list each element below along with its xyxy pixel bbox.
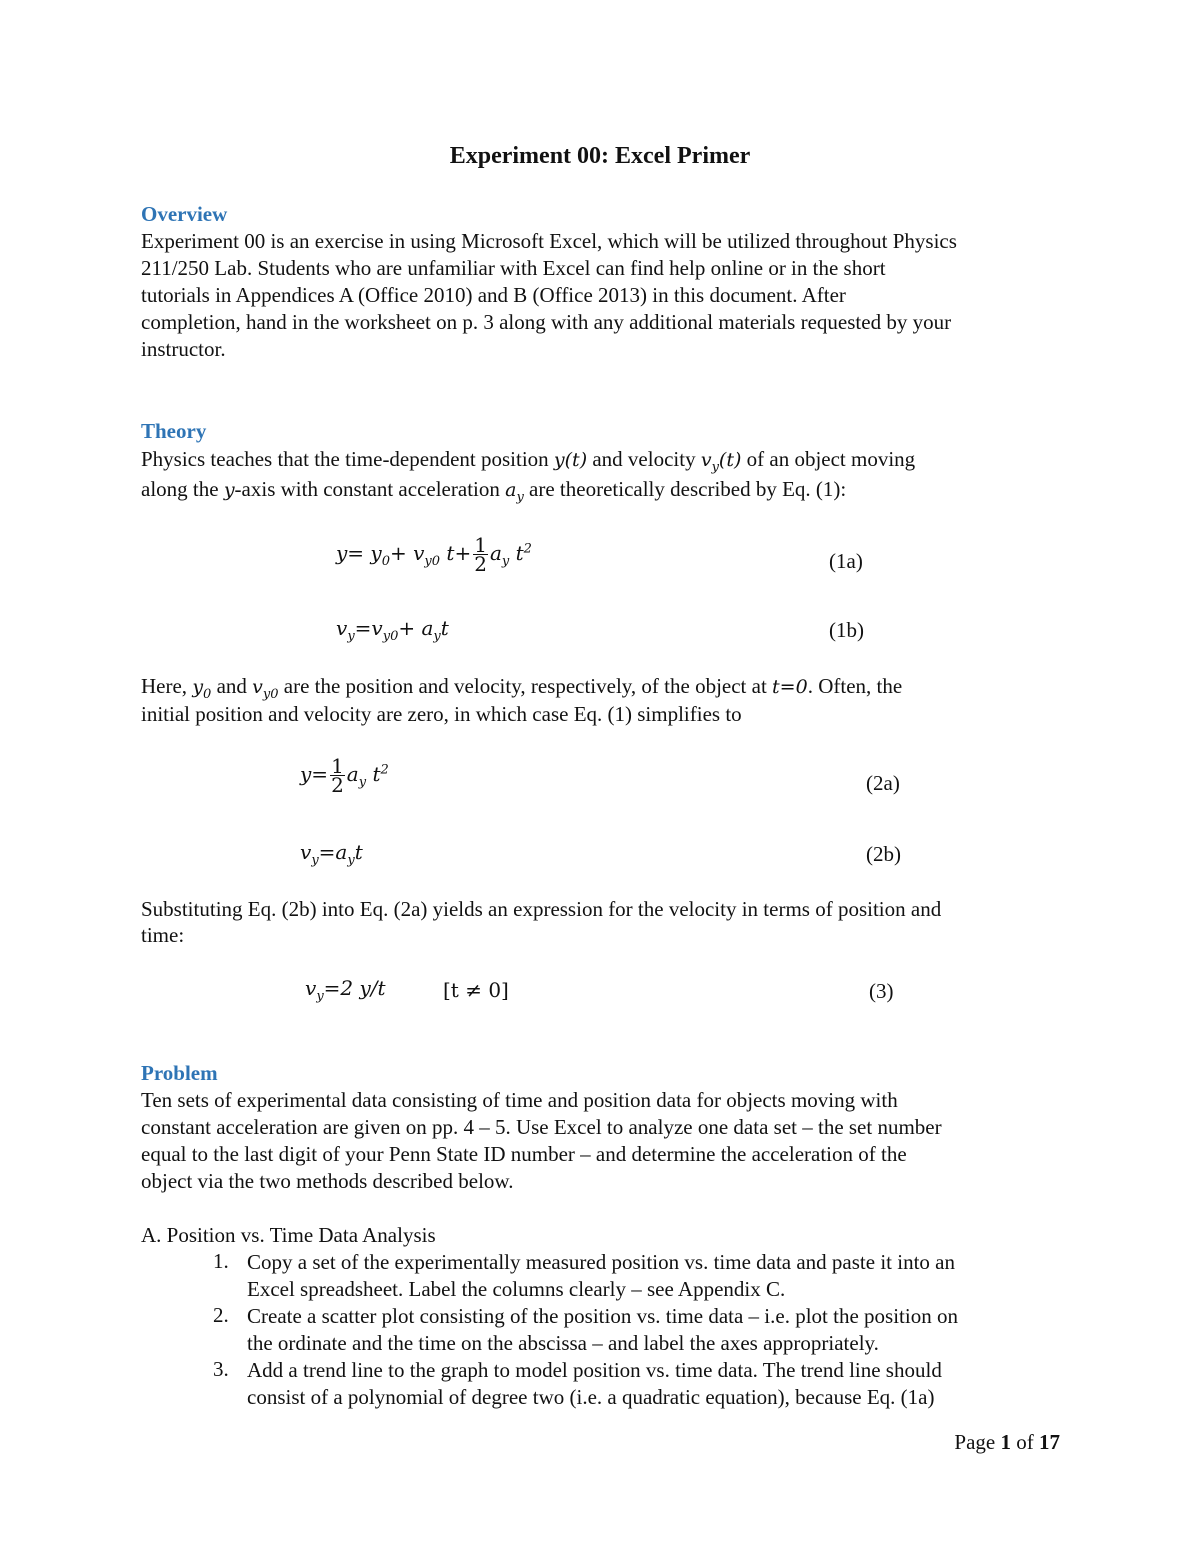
- step-2-line-1: Create a scatter plot consisting of the position vs. time data – i.e. plot the position on: [247, 1304, 958, 1328]
- step-1-line-1: Copy a set of the experimentally measured position vs. time data and paste it into an: [247, 1250, 955, 1274]
- overview-line-2: 211/250 Lab. Students who are unfamiliar with Excel can find help online or in the short: [141, 256, 886, 280]
- step-3-line-1: Add a trend line to the graph to model position vs. time data. The trend line should: [247, 1358, 942, 1382]
- overview-line-1: Experiment 00 is an exercise in using Microsoft Excel, which will be utilized throughout Physics: [141, 229, 957, 253]
- problem-line-4: object via the two methods described below.: [141, 1169, 514, 1193]
- theory-text: . Often, the: [807, 674, 903, 698]
- section-a-heading: A. Position vs. Time Data Analysis: [141, 1223, 436, 1247]
- math-vy-of-t: $v_y(t)$: [700, 449, 742, 475]
- equation-3-number: (3): [869, 979, 894, 1003]
- overview-line-3: tutorials in Appendices A (Office 2010) and B (Office 2013) in this document. After: [141, 283, 846, 307]
- math-y: y: [223, 479, 235, 501]
- step-1-line-2: Excel spreadsheet. Label the columns clearly – see Appendix C.: [247, 1277, 786, 1301]
- equation-2b-number: (2b): [866, 842, 901, 866]
- math-t-zero: t=0: [772, 676, 808, 698]
- theory-text: and: [211, 674, 253, 698]
- step-3-line-2: consist of a polynomial of degree two (i.e. a quadratic equation), because Eq. (1a): [247, 1385, 935, 1409]
- problem-line-2: constant acceleration are given on pp. 4 – 5. Use Excel to analyze one data set – the set number: [141, 1115, 942, 1139]
- equation-1a: $y= y_0+ v_{y0}$ t+ $\frac{1}{2}$ $a_y$ $t^2$: [336, 533, 532, 576]
- math-vy0: $v_{y0}$: [252, 676, 279, 702]
- substituting-line-2: time:: [141, 923, 185, 947]
- math-y-of-t: y(t): [553, 449, 588, 471]
- theory-text: and velocity: [587, 447, 701, 471]
- equation-2b: $v_y=a_yt$: [300, 840, 363, 868]
- problem-heading: Problem: [141, 1061, 218, 1085]
- theory-heading: Theory: [141, 419, 207, 443]
- footer-total-pages: 17: [1039, 1430, 1060, 1454]
- theory-text: Here,: [141, 674, 193, 698]
- equation-2a-number: (2a): [866, 771, 900, 795]
- theory-text: are theoretically described by Eq. (1):: [523, 477, 847, 501]
- equation-3: $v_y=2$ y/t: [305, 976, 386, 1004]
- theory-text: are the position and velocity, respectively, of the object at: [278, 674, 773, 698]
- step-2-line-2: the ordinate and the time on the abscissa – and label the axes appropriately.: [247, 1331, 879, 1355]
- step-3-number: 3.: [213, 1357, 229, 1381]
- theory-line-2: [141, 476, 846, 511]
- problem-line-1: Ten sets of experimental data consisting of time and position data for objects moving with: [141, 1088, 898, 1112]
- step-1-number: 1.: [213, 1249, 229, 1273]
- overview-line-5: instructor.: [141, 337, 226, 361]
- footer-page-number: 1: [1000, 1430, 1011, 1454]
- page-footer: [954, 1430, 1060, 1455]
- problem-line-3: equal to the last digit of your Penn State ID number – and determine the acceleration of the: [141, 1142, 907, 1166]
- here-line-2: initial position and velocity are zero, in which case Eq. (1) simplifies to: [141, 702, 742, 726]
- math-y0: $y_0$: [192, 676, 212, 702]
- step-2-number: 2.: [213, 1303, 229, 1327]
- equation-1a-number: (1a): [829, 549, 863, 573]
- theory-text: along the: [141, 477, 224, 501]
- footer-of-word: of: [1011, 1430, 1039, 1454]
- theory-text: -axis with constant acceleration: [234, 477, 506, 501]
- equation-1b: $v_y=v_{y0}+ a_yt$: [336, 616, 449, 644]
- footer-page-word: Page: [954, 1430, 1001, 1454]
- theory-text: Physics teaches that the time-dependent position: [141, 447, 554, 471]
- equation-2a: y= $\frac{1}{2}$ $a_y$ $t^2$: [300, 754, 389, 797]
- page-title: Experiment 00: Excel Primer: [449, 143, 751, 169]
- theory-text: of an object moving: [741, 447, 916, 471]
- substituting-line-1: Substituting Eq. (2b) into Eq. (2a) yields an expression for the velocity in terms of position and: [141, 897, 942, 921]
- equation-1b-number: (1b): [829, 618, 864, 642]
- overview-line-4: completion, hand in the worksheet on p. 3 along with any additional materials requested by your: [141, 310, 952, 334]
- math-ay: $a_y$: [505, 479, 524, 505]
- overview-heading: Overview: [141, 202, 228, 226]
- equation-3-condition: [t ≠ 0]: [443, 978, 509, 1002]
